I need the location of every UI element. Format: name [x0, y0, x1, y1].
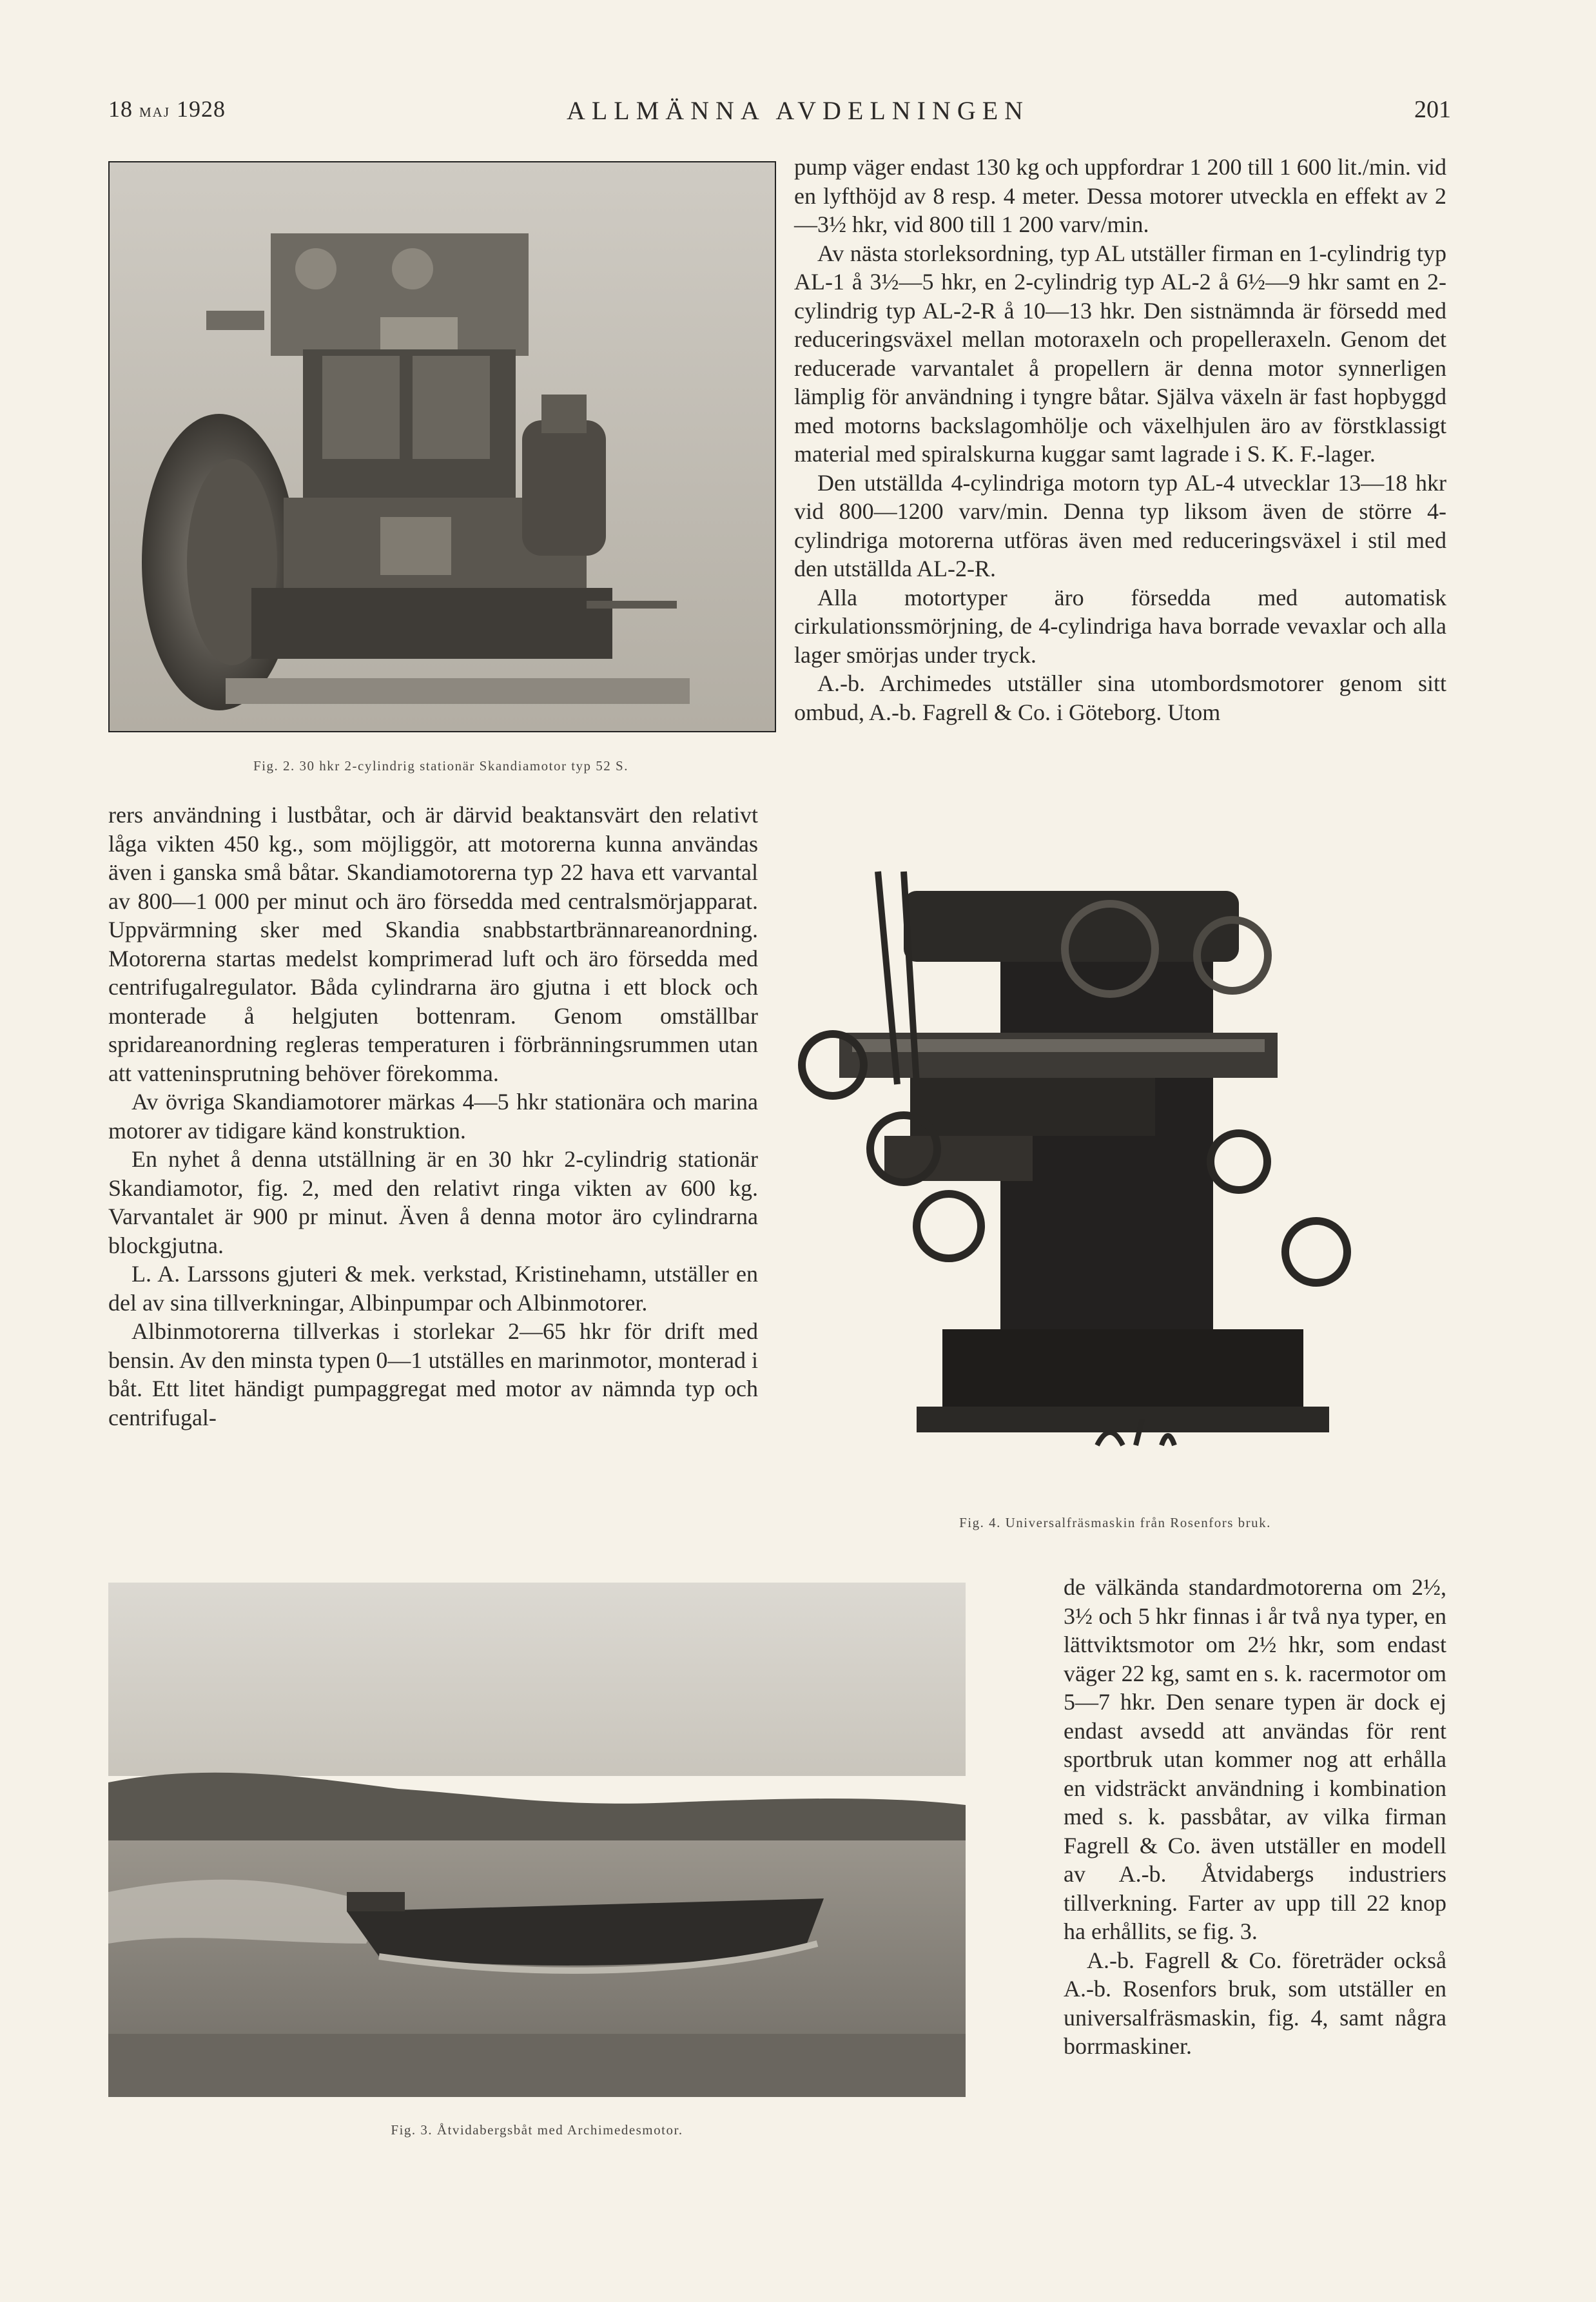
figure-2-caption: Fig. 2. 30 hkr 2-cylindrig stationär Skandiamotor typ 52 S. — [253, 758, 628, 774]
header-date-day: 18 — [108, 96, 133, 122]
left-column — [108, 801, 758, 1432]
right-paragraph: pump väger endast 130 kg och uppfordrar 1 200 till 1 600 lit./min. vid en lyfthöjd av 8 resp. 4 meter. Dessa motorer utveckla en effekt av 2—3½ hkr, vid 800 till 1 200 varv/min. — [794, 154, 1446, 237]
left-paragraph: Albinmotorerna tillverkas i storlekar 2—65 hkr för drift med bensin. Av den minsta typen 0—1 utställes en marinmotor, monterad i båt. Ett litet händigt pumpaggregat med motor av nämnda typ och centrifugal- — [108, 1318, 758, 1430]
bottom-right-paragraph: de välkända standardmotorerna om 2½, 3½ och 5 hkr finnas i år två nya typer, en lättviktsmotor om 2½ hkr, som endast väger 22 kg, samt en s. k. racermotor om 5—7 hkr. Den senare typen är dock ej endast avsedd att användas för rent sportbruk utan kommer nog att erhålla en vidsträckt användning i kombination med s. k. passbåtar, av vilka firman Fagrell & Co. även utställer en modell av A.-b. Åtvidabergs industriers tillverkning. Farter av upp till 22 knop ha erhållits, se fig. 3. — [1064, 1574, 1446, 1944]
figure-4-caption: Fig. 4. Universalfräsmaskin från Rosenfors bruk. — [959, 1515, 1271, 1530]
right-paragraph: A.-b. Archimedes utställer sina utombordsmotorer genom sitt ombud, A.-b. Fagrell & Co. i Göteborg. Utom — [794, 670, 1446, 725]
right-column — [794, 153, 1446, 727]
page-header — [0, 95, 1596, 134]
left-paragraph: rers användning i lustbåtar, och är därvid beaktansvärt den relativt låga vikten 450 kg., som möjliggör, att motorerna kunna användas även i ganska små båtar. Skandiamotorerna typ 22 hava ett varvantal av 800—1 000 per minut och äro försedda med centralsmörjapparat. Uppvärmning sker med Skandia snabbstartbrännareanordning. Motorerna startas medelst komprimerad luft och äro försedda med centrifugalregulator. Båda cylindrarna äro gjutna i ett block och monterade å helgjuten bottenram. Genom omställbar spridareanordning regleras temperaturen i förbränningsrummen utan att vatteninsprutning behöver förekomma. — [108, 802, 758, 1086]
figure-3-caption: Fig. 3. Åtvidabergsbåt med Archimedesmotor. — [391, 2122, 683, 2138]
boat-illustration — [108, 1583, 966, 2097]
header-date-month: maj — [139, 100, 171, 121]
milling-machine-illustration — [788, 852, 1394, 1497]
right-paragraph: Alla motortyper äro försedda med automatisk cirkulationssmörjning, de 4-cylindriga hava borrade vevaxlar och alla lager smörjas under tryck. — [794, 584, 1446, 668]
header-title: ALLMÄNNA AVDELNINGEN — [566, 96, 1030, 125]
right-paragraph: Av nästa storleksordning, typ AL utställer firman en 1-cylindrig typ AL-1 å 3½—5 hkr, en 2-cylindrig typ AL-2 å 6½—9 hkr samt en 2-cylindrig typ AL-2-R å 10—13 hkr. Den sistnämnda är försedd med reduceringsväxel mellan motoraxeln och propelleraxeln. Genom det reducerade varvantalet å propellern är denna motor synnerligen lämplig för användning i tyngre båtar. Själva växeln är fast hopbyggd med motorns backslagomhölje och växelhjulen äro av förstklassigt material med spiralskurna kuggar samt lagrade i S. K. F.-lager. — [794, 240, 1446, 467]
left-paragraph: Av övriga Skandiamotorer märkas 4—5 hkr stationära och marina motorer av tidigare känd konstruktion. — [108, 1089, 758, 1144]
figure-4-milling-machine — [788, 852, 1394, 1497]
bottom-right-column — [1064, 1573, 1446, 2061]
figure-2-engine-photo — [108, 161, 776, 732]
figure-3-boat-photo — [108, 1583, 966, 2097]
bottom-right-paragraph: A.-b. Fagrell & Co. företräder också A.-b. Rosenfors bruk, som utställer en universalfräsmaskin, fig. 4, samt några borrmaskiner. — [1064, 1947, 1446, 2059]
left-paragraph: L. A. Larssons gjuteri & mek. verkstad, Kristinehamn, utställer en del av sina tillverkningar, Albinpumpar och Albinmotorer. — [108, 1261, 758, 1316]
right-paragraph: Den utställda 4-cylindriga motorn typ AL-4 utvecklar 13—18 hkr vid 800—1200 varv/min. Denna typ liksom även de större 4-cylindriga motorerna utföras även med reduceringsväxel i stil med den utställda AL-2-R. — [794, 469, 1446, 581]
header-page-number: 201 — [1414, 96, 1451, 123]
header-date-year: 1928 — [177, 96, 226, 122]
engine-illustration — [110, 162, 775, 731]
left-paragraph: En nyhet å denna utställning är en 30 hkr 2-cylindrig stationär Skandiamotor, fig. 2, med den relativt ringa vikten av 600 kg. Varvantalet är 900 pr minut. Även å denna motor äro cylindrarna blockgjutna. — [108, 1146, 758, 1258]
